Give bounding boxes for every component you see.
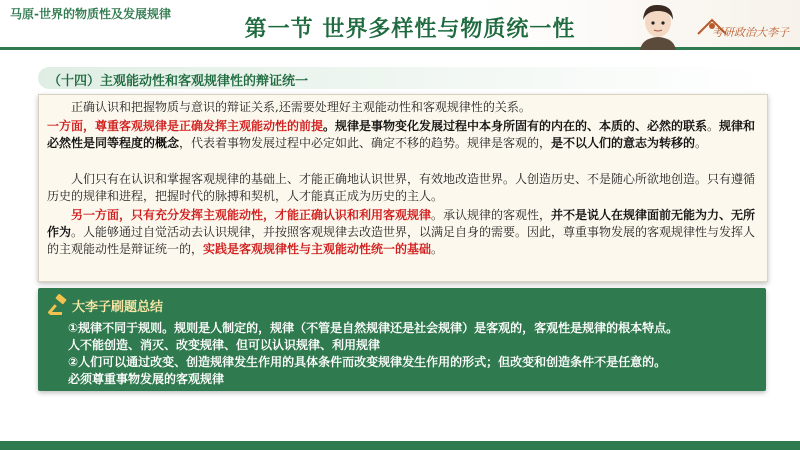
paragraph-1-text: 正确认识和把握物质与意识的辩证关系,还需要处理好主观能动性和客观规律性的关系。 [71, 100, 531, 114]
summary-line-4: 必须尊重事物发展的客观规律 [68, 372, 225, 386]
paragraph-4-highlight: 另一方面，只有充分发挥主观能动性，才能正确认识和利用客观规律 [71, 208, 432, 222]
paragraph-3 [47, 171, 759, 205]
gavel-icon [48, 294, 70, 316]
paragraph-1 [47, 99, 759, 116]
summary-line-2: 人不能创造、消灭、改变规律、但可以认识规律、利用规律 [68, 338, 381, 352]
paragraph-2 [47, 118, 759, 152]
content-box [38, 94, 768, 282]
paragraph-2-bold-3: 是不以人们的意志为转移的 [551, 136, 696, 150]
paragraph-2-end: 。 [695, 136, 708, 150]
page-title: 第一节 世界多样性与物质统一性 [244, 17, 576, 42]
paragraph-4-mid: 。承认规律的客观性， [431, 208, 552, 222]
summary-line-1: ①规律不同于规则。规则是人制定的，规律（不管是自然规律还是社会规律）是客观的，客观性是规律的根本特点。 [68, 321, 679, 335]
summary-line-3: ②人们可以通过改变、创造规律发生作用的具体条件而改变规律发生作用的形式；但改变和创造条件不是任意的。 [68, 355, 667, 369]
avatar [628, 2, 688, 50]
logo-text: 考研政治大李子 [712, 26, 789, 39]
paragraph-4 [47, 207, 759, 258]
paragraph-3-text: 人们只有在认识和掌握客观规律的基础上、才能正确地认识世界，有效地改造世界。人创造历史、不是随心所欲地创造。只有遵循历史的规律和进程，把握时代的脉搏和契机，人才能真正成为历史的主人。 [47, 172, 756, 203]
paragraph-2-mid: 。 [707, 119, 720, 133]
section-heading-label: （十四）主观能动性和客观规律性的辩证统一 [48, 74, 309, 89]
paragraph-2-bold-2: 规律和必然性是同等程度的概念 [47, 119, 756, 150]
paragraph-4-end: 。 [431, 242, 444, 256]
section-heading [38, 67, 766, 89]
paragraph-2-bold-1: 。规律是事物变化发展过程中本身所固有的内在的、本质的、必然的联系 [323, 119, 708, 133]
footer-bar [0, 441, 800, 450]
breadcrumb: 马原-世界的物质性及发展规律 [10, 7, 171, 21]
paragraph-4-bold: 并不是说人在规律面前无能为力、无所作为 [47, 208, 756, 239]
summary-box [38, 288, 766, 391]
paragraph-4-rest: 。人能够通过自觉活动去认识规律，并按照客观规律去改造世界，以满足自身的需要。因此，尊重事物发展的客观规律性与发挥人的主观能动性是辩证统一的， [47, 225, 756, 256]
paragraph-2-highlight: 一方面，尊重客观规律是正确发挥主观能动性的前提 [47, 119, 324, 133]
paragraph-4-highlight-2: 实践是客观规律性与主观能动性统一的基础 [203, 242, 432, 256]
paragraph-2-rest: ，代表着事物发展过程中必定如此、确定不移的趋势。规律是客观的， [179, 136, 552, 150]
summary-title: 大李子刷题总结 [72, 300, 164, 315]
